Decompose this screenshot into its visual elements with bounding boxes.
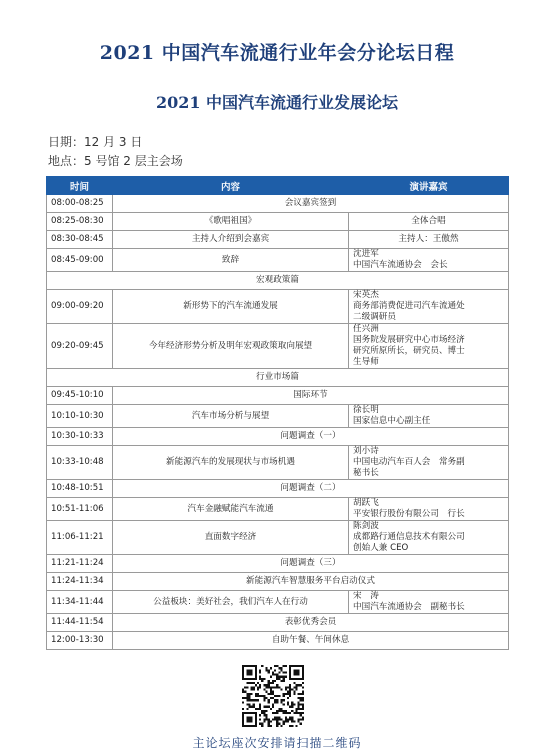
event-venue: 地点：5 号馆 2 层主会场 [48,154,183,168]
session-time: 11:06-11:21 [47,521,113,555]
session-time: 11:24-11:34 [47,573,113,591]
session-time: 11:34-11:44 [47,591,113,614]
session-activity: 问题调查（三） [113,555,509,573]
session-activity: 自助午餐、午间休息 [113,632,509,650]
session-topic: 致辞 [113,249,349,272]
table-row [47,428,509,446]
session-topic: 直面数字经济 [113,521,349,555]
speaker-title: 商务部消费促进司汽车流通处二级调研员 [353,301,465,322]
session-time: 10:51-11:06 [47,498,113,521]
session-speaker [349,405,509,428]
session-speaker [349,249,509,272]
schedule-body [47,195,509,650]
header-content: 内容 [113,177,349,195]
speaker-name: 胡跃飞 [353,498,379,508]
speaker-name: 刘小诗 [353,446,379,456]
session-topic: 主持人介绍到会嘉宾 [113,231,349,249]
table-row [47,231,509,249]
section-row [47,272,509,290]
table-row [47,387,509,405]
session-speaker [349,446,509,480]
session-speaker [349,498,509,521]
speaker-name: 宋 涛 [353,591,379,601]
session-time: 08:45-09:00 [47,249,113,272]
speaker-title: 中国汽车流通协会 副秘书长 [353,602,465,612]
session-time: 11:44-11:54 [47,614,113,632]
section-row [47,369,509,387]
session-speaker [349,521,509,555]
table-row [47,498,509,521]
speaker-title: 中国汽车流通协会 会长 [353,260,448,270]
speaker-name: 宋英杰 [353,290,379,300]
session-speaker [349,591,509,614]
schedule-table [46,176,509,650]
session-topic: 汽车金融赋能汽车流通 [113,498,349,521]
speaker-name: 陈剑波 [353,521,379,531]
session-time: 10:33-10:48 [47,446,113,480]
session-time: 09:00-09:20 [47,290,113,324]
session-activity: 新能源汽车智慧服务平台启动仪式 [113,573,509,591]
table-row [47,521,509,555]
qr-code [242,665,304,727]
session-topic: 新能源汽车的发展现状与市场机遇 [113,446,349,480]
session-time: 09:45-10:10 [47,387,113,405]
session-speaker [349,290,509,324]
session-speaker: 主持人：王傲然 [349,231,509,249]
section-heading: 宏观政策篇 [47,272,509,290]
table-row [47,555,509,573]
speaker-title: 成都路行通信息技术有限公司创始人兼 CEO [353,532,465,553]
table-row [47,480,509,498]
session-time: 10:30-10:33 [47,428,113,446]
session-time: 08:30-08:45 [47,231,113,249]
speaker-title: 平安银行股份有限公司 行长 [353,509,465,519]
session-topic: 汽车市场分析与展望 [113,405,349,428]
speaker-name: 徐长明 [353,405,379,415]
session-activity: 国际环节 [113,387,509,405]
speaker-title: 国家信息中心副主任 [353,416,431,426]
session-speaker [349,324,509,369]
table-row [47,195,509,213]
session-time: 11:21-11:24 [47,555,113,573]
schedule-header-row [47,177,509,195]
header-time: 时间 [47,177,113,195]
event-date: 日期：12 月 3 日 [48,135,143,149]
session-time: 10:10-10:30 [47,405,113,428]
session-activity: 表彰优秀会员 [113,614,509,632]
table-row [47,290,509,324]
table-row [47,405,509,428]
session-activity: 问题调查（二） [113,480,509,498]
table-row [47,573,509,591]
session-topic: 今年经济形势分析及明年宏观政策取向展望 [113,324,349,369]
speaker-title: 中国电动汽车百人会 常务副秘书长 [353,457,465,478]
session-speaker: 全体合唱 [349,213,509,231]
table-row [47,632,509,650]
session-activity: 会议嘉宾签到 [113,195,509,213]
session-time: 08:00-08:25 [47,195,113,213]
section-heading: 行业市场篇 [47,369,509,387]
session-time: 08:25-08:30 [47,213,113,231]
table-row [47,591,509,614]
session-topic: 《歌唱祖国》 [113,213,349,231]
table-row [47,446,509,480]
session-time: 09:20-09:45 [47,324,113,369]
session-topic: 新形势下的汽车流通发展 [113,290,349,324]
session-activity: 问题调查（一） [113,428,509,446]
speaker-name: 任兴洲 [353,324,379,334]
header-speaker: 演讲嘉宾 [349,177,509,195]
page-title: 2021 中国汽车流通行业年会分论坛日程 [99,42,455,64]
table-row [47,324,509,369]
table-row [47,249,509,272]
table-row [47,614,509,632]
speaker-name: 沈进军 [353,249,379,259]
session-time: 10:48-10:51 [47,480,113,498]
table-row [47,213,509,231]
qr-caption: 主论坛座次安排请扫描二维码 [192,736,362,750]
forum-subtitle: 2021 中国汽车流通行业发展论坛 [155,93,399,112]
session-topic: 公益板块：美好社会，我们汽车人在行动 [113,591,349,614]
session-time: 12:00-13:30 [47,632,113,650]
speaker-title: 国务院发展研究中心市场经济研究所原所长，研究员、博士生导师 [353,335,465,367]
